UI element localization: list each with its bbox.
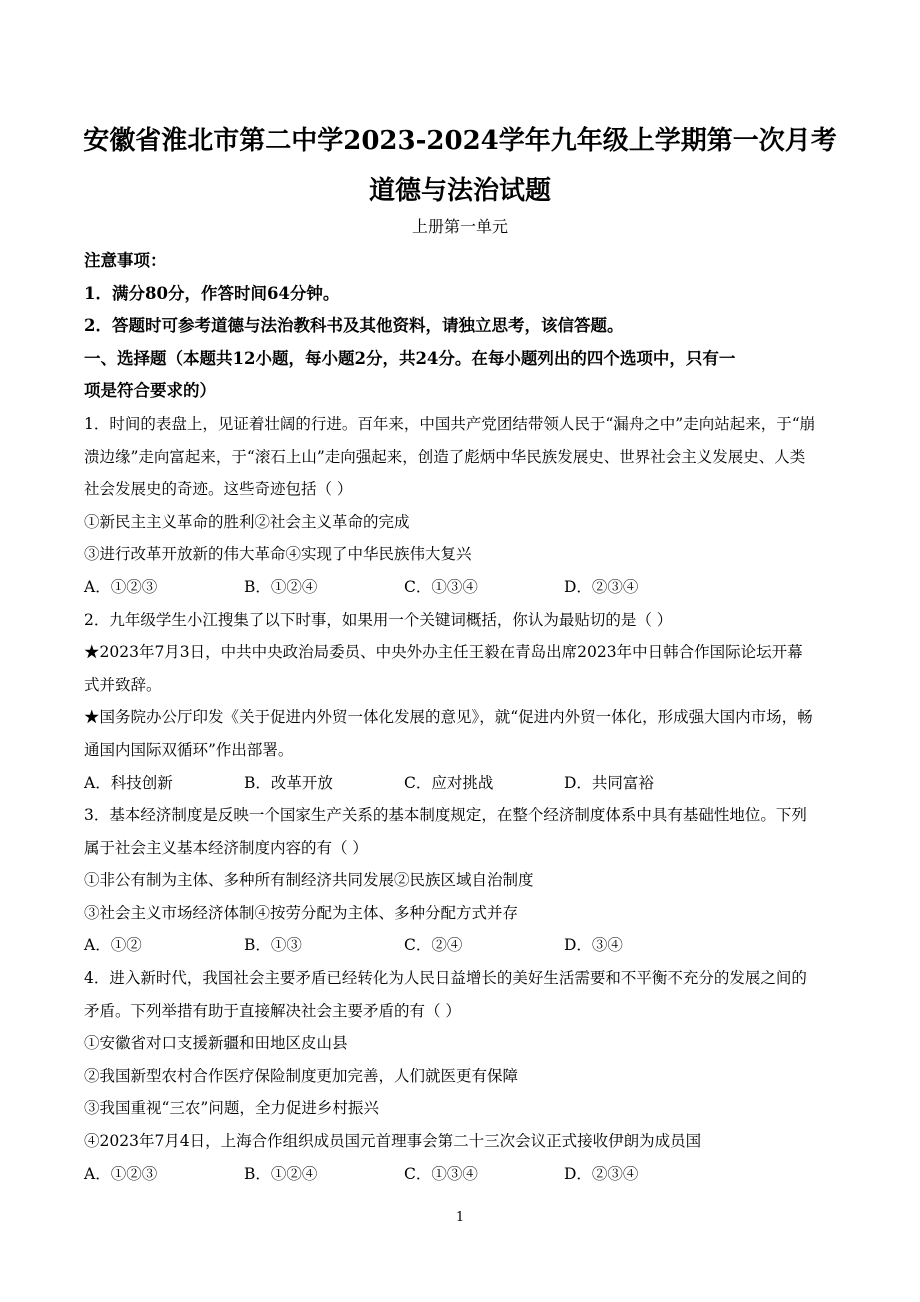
question-stem: 矛盾。下列举措有助于直接解决社会主要矛盾的有（ ） [84, 1001, 461, 1020]
answer-options [84, 571, 844, 604]
news-item: ★国务院办公厅印发《关于促进内外贸一体化发展的意见》，就“促进内外贸一体化，形成强大国内市场，畅 [84, 708, 813, 727]
question-statement: ①安徽省对口支援新疆和田地区皮山县 [84, 1034, 348, 1053]
question-statement: ②我国新型农村合作医疗保险制度更加完善，人们就医更有保障 [84, 1066, 519, 1085]
question-statement: ③进行改革开放新的伟大革命④实现了中华民族伟大复兴 [84, 545, 472, 564]
option-d: D．③④ [564, 936, 623, 955]
question-stem: 3．基本经济制度是反映一个国家生产关系的基本制度规定，在整个经济制度体系中具有基础性地位。下列 [84, 806, 807, 825]
question-stem: 2．九年级学生小江搜集了以下时事，如果用一个关键词概括，你认为最贴切的是（ ） [84, 610, 673, 629]
exam-content [84, 245, 844, 1190]
option-c: C．应对挑战 [404, 773, 494, 792]
option-d: D．②③④ [564, 577, 639, 596]
option-d: D．②③④ [564, 1164, 639, 1183]
option-b: B．改革开放 [244, 773, 333, 792]
option-a: A．①② [84, 936, 142, 955]
question-stem: 1．时间的表盘上，见证着壮阔的行进。百年来，中国共产党团结带领人民于“漏舟之中”走向站起来，于“崩 [84, 414, 816, 433]
answer-options [84, 767, 844, 800]
option-c: C．②④ [404, 936, 463, 955]
option-b: B．①③ [244, 936, 302, 955]
option-b: B．①②④ [244, 577, 318, 596]
exam-scope: 上册第一单元 [411, 217, 508, 236]
question-statement: ④2023年7月4日，上海合作组织成员国元首理事会第二十三次会议正式接收伊朗为成员国 [84, 1132, 702, 1151]
option-d: D．共同富裕 [564, 773, 654, 792]
option-c: C．①③④ [404, 1164, 478, 1183]
option-a: A．①②③ [84, 577, 158, 596]
option-c: C．①③④ [404, 577, 478, 596]
exam-subject-title: 道德与法治试题 [368, 176, 551, 206]
section-heading: 一、选择题（本题共12小题，每小题2分，共24分。在每小题列出的四个选项中，只有一 [84, 348, 736, 368]
section-heading: 项是符合要求的） [84, 381, 216, 401]
option-a: A．科技创新 [84, 773, 173, 792]
question-statement: ③我国重视“三农”问题，全力促进乡村振兴 [84, 1099, 379, 1118]
question-stem: 4．进入新时代，我国社会主要矛盾已经转化为人民日益增长的美好生活需要和不平衡不充分的发展之间的 [84, 969, 807, 988]
question-statement: ③社会主义市场经济体制④按劳分配为主体、多种分配方式并存 [84, 903, 519, 922]
exam-title: 安徽省淮北市第二中学2023-2024学年九年级上学期第一次月考 [83, 126, 837, 156]
answer-options [84, 1158, 844, 1191]
news-item: ★2023年7月3日，中共中央政治局委员、中央外办主任王毅在青岛出席2023年中日韩合作国际论坛开幕 [84, 643, 803, 662]
question-stem: 属于社会主义基本经济制度内容的有（ ） [84, 838, 368, 857]
question-stem: 社会发展史的奇迹。这些奇迹包括（ ） [84, 480, 353, 499]
note-item: 1．满分80分，作答时间64分钟。 [84, 283, 340, 303]
news-item: 通国内国际双循环”作出部署。 [84, 740, 294, 759]
question-statement: ①非公有制为主体、多种所有制经济共同发展②民族区域自治制度 [84, 871, 534, 890]
note-item: 2．答题时可参考道德与法治教科书及其他资料，请独立思考，该信答题。 [84, 316, 624, 336]
page-number: 1 [455, 1210, 465, 1225]
option-a: A．①②③ [84, 1164, 158, 1183]
notes-heading: 注意事项： [84, 251, 167, 270]
option-b: B．①②④ [244, 1164, 318, 1183]
question-statement: ①新民主主义革命的胜利②社会主义革命的完成 [84, 512, 410, 531]
question-stem: 溃边缘”走向富起来，于“滚石上山”走向强起来，创造了彪炳中华民族发展史、世界社会主义发展史、人类 [84, 447, 806, 466]
news-item: 式并致辞。 [84, 675, 162, 694]
answer-options [84, 929, 844, 962]
